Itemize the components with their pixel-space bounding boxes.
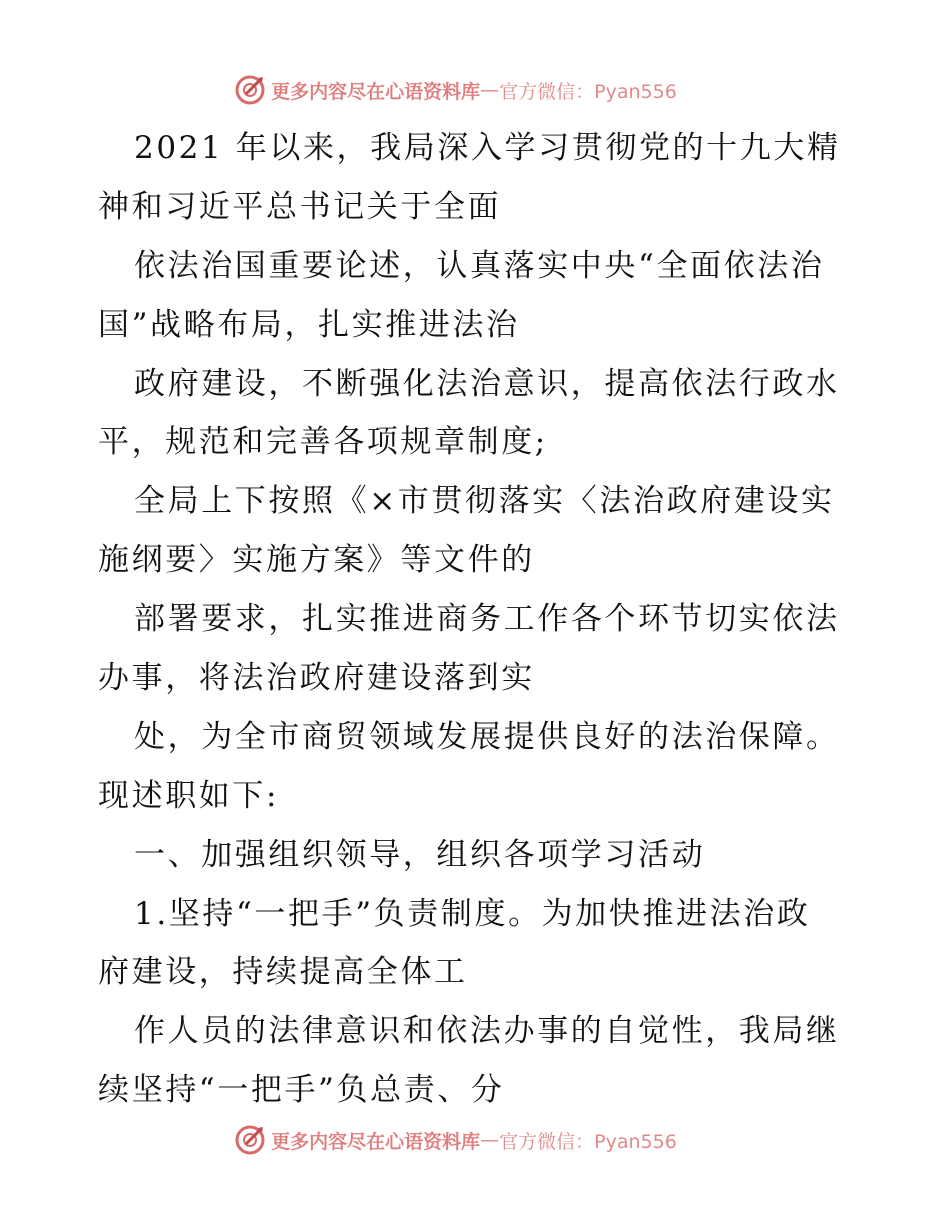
body-line: 神和习近平总书记关于全面 [98, 188, 502, 225]
body-line: 国”战略布局，扎实推进法治 [98, 306, 520, 343]
watermark-sub-text: 官方微信：Pyan556 [499, 1130, 677, 1153]
watermark-dash: — [480, 1129, 500, 1151]
body-line: 施纲要〉实施方案》等文件的 [98, 542, 535, 579]
footer-watermark [0, 1122, 950, 1158]
body-line: 1.坚持“一把手”负责制度。为加快推进法治政 [134, 895, 811, 932]
body-line: 部署要求，扎实推进商务工作各个环节切实依法 [134, 601, 840, 638]
body-line: 处，为全市商贸领域发展提供良好的法治保障。 [134, 718, 840, 755]
body-line: 依法治国重要论述，认真落实中央“全面依法治 [134, 247, 825, 284]
body-line: 2021 年以来，我局深入学习贯彻党的十九大精 [134, 130, 841, 166]
document-body [98, 119, 858, 1120]
body-line: 全局上下按照《×市贯彻落实〈法治政府建设实 [134, 483, 835, 520]
body-line: 续坚持“一把手”负总责、分 [98, 1072, 505, 1109]
body-line: 作人员的法律意识和依法办事的自觉性，我局继 [134, 1013, 840, 1050]
body-line: 平，规范和完善各项规章制度; [98, 424, 548, 461]
body-line: 政府建设，不断强化法治意识，提高依法行政水 [134, 365, 840, 402]
brand-logo-icon [233, 1123, 267, 1157]
watermark-main-text: 更多内容尽在心语资料库 [271, 1130, 481, 1153]
watermark-dash: — [480, 79, 500, 101]
brand-logo-icon [233, 73, 267, 107]
section-heading: 一、加强组织领导，组织各项学习活动 [134, 836, 706, 873]
body-line: 办事，将法治政府建设落到实 [98, 660, 535, 697]
watermark-main-text: 更多内容尽在心语资料库 [271, 80, 481, 103]
header-watermark [0, 72, 950, 108]
watermark-sub-text: 官方微信：Pyan556 [499, 80, 677, 103]
body-line: 现述职如下: [98, 777, 280, 814]
body-line: 府建设，持续提高全体工 [98, 954, 468, 991]
